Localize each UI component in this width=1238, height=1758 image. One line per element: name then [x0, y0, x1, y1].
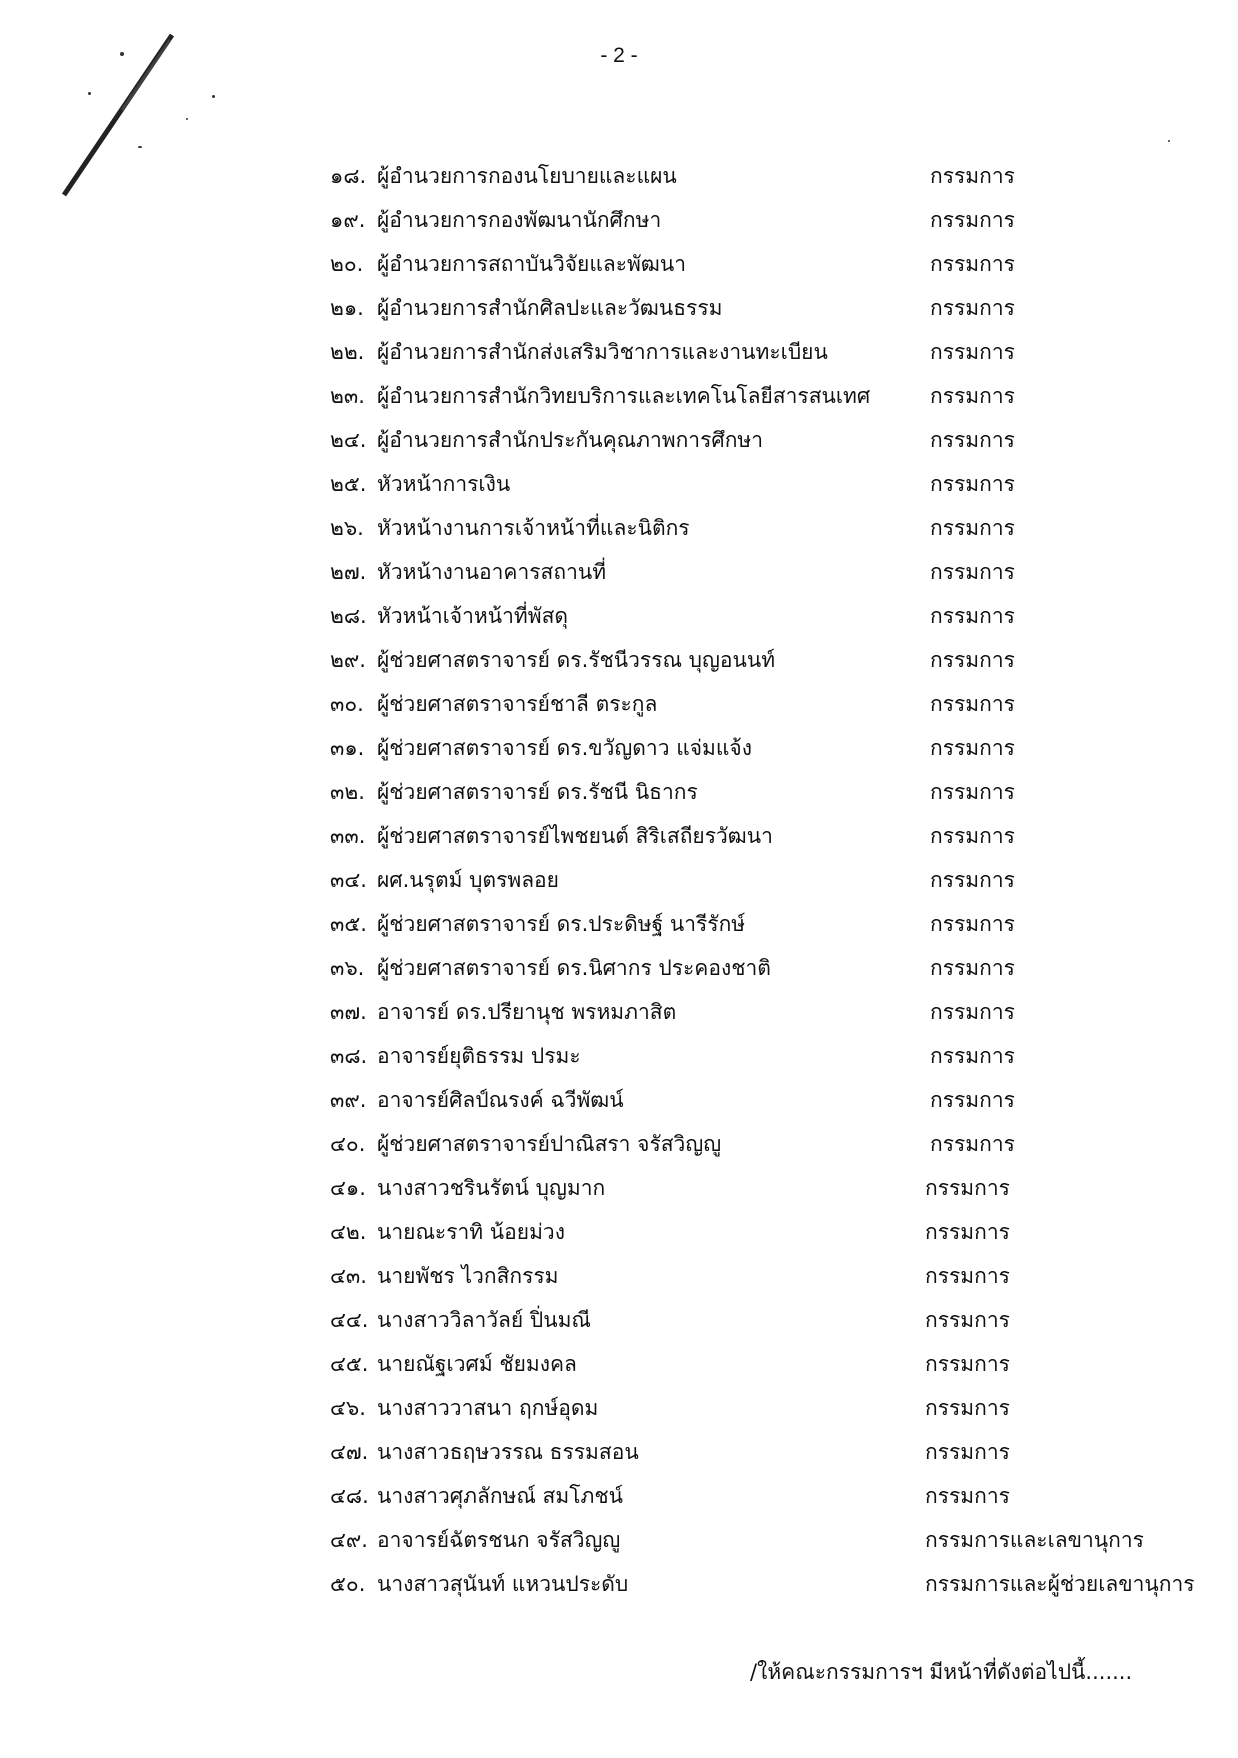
- member-role: กรรมการ: [930, 384, 1015, 408]
- member-name: หัวหน้าการเงิน: [377, 472, 511, 496]
- member-role: กรรมการ: [930, 560, 1015, 584]
- item-number: ๓๖.: [330, 956, 365, 980]
- member-name: หัวหน้างานอาคารสถานที่: [377, 560, 607, 584]
- item-number: ๓๙.: [330, 1088, 367, 1112]
- member-role: กรรมการ: [930, 472, 1015, 496]
- member-name: นางสาวธฤษวรรณ ธรรมสอน: [377, 1440, 639, 1464]
- member-role: กรรมการ: [930, 736, 1015, 760]
- list-item: [0, 290, 1238, 334]
- member-name: ผู้อำนวยการสำนักส่งเสริมวิชาการและงานทะเบียน: [377, 340, 828, 364]
- item-number: ๓๐.: [330, 692, 364, 716]
- list-item: [0, 1390, 1238, 1434]
- member-role: กรรมการ: [930, 692, 1015, 716]
- member-name: นายพัชร ไวกสิกรรม: [377, 1264, 559, 1288]
- item-number: ๓๒.: [330, 780, 365, 804]
- continuation-note: /ให้คณะกรรมการฯ มีหน้าที่ดังต่อไปนี้.......: [750, 1660, 1133, 1684]
- scan-speck: [212, 95, 215, 98]
- item-number: ๕๐.: [330, 1572, 366, 1596]
- member-role: กรรมการ: [930, 604, 1015, 628]
- member-role: กรรมการ: [930, 648, 1015, 672]
- member-name: ผู้ช่วยศาสตราจารย์ชาลี ตระกูล: [377, 692, 658, 716]
- list-item: [0, 1258, 1238, 1302]
- item-number: ๔๔.: [330, 1308, 369, 1332]
- member-name: หัวหน้าเจ้าหน้าที่พัสดุ: [377, 604, 569, 628]
- scan-speck: [88, 92, 91, 95]
- item-number: ๓๑.: [330, 736, 365, 760]
- member-name: ผู้อำนวยการกองพัฒนานักศึกษา: [377, 208, 662, 232]
- member-name: นางสาววิลาวัลย์ ปิ่นมณี: [377, 1308, 591, 1332]
- member-name: อาจารย์ ดร.ปรียานุช พรหมภาสิต: [377, 1000, 677, 1024]
- committee-member-list: [0, 158, 1238, 1610]
- list-item: [0, 1170, 1238, 1214]
- item-number: ๔๖.: [330, 1396, 366, 1420]
- item-number: ๑๘.: [330, 164, 367, 188]
- member-name: อาจารย์ฉัตรชนก จรัสวิญญู: [377, 1528, 621, 1552]
- item-number: ๓๔.: [330, 868, 367, 892]
- list-item: [0, 862, 1238, 906]
- list-item: [0, 774, 1238, 818]
- member-name: หัวหน้างานการเจ้าหน้าที่และนิติกร: [377, 516, 690, 540]
- member-name: ผู้ช่วยศาสตราจารย์ ดร.ขวัญดาว แจ่มแจ้ง: [377, 736, 752, 760]
- list-item: [0, 1522, 1238, 1566]
- member-role: กรรมการ: [930, 252, 1015, 276]
- item-number: ๒๙.: [330, 648, 366, 672]
- list-item: [0, 818, 1238, 862]
- item-number: ๔๕.: [330, 1352, 369, 1376]
- member-name: ผู้ช่วยศาสตราจารย์ปาณิสรา จรัสวิญญู: [377, 1132, 722, 1156]
- member-name: ผู้ช่วยศาสตราจารย์ ดร.รัชนี นิธากร: [377, 780, 698, 804]
- member-role: กรรมการ: [930, 868, 1015, 892]
- item-number: ๒๕.: [330, 472, 367, 496]
- member-role: กรรมการ: [925, 1396, 1010, 1420]
- member-role: กรรมการ: [925, 1484, 1010, 1508]
- member-name: นางสาวสุนันท์ แหวนประดับ: [377, 1572, 629, 1596]
- member-role: กรรมการ: [925, 1308, 1010, 1332]
- member-name: นางสาวชรินรัตน์ บุญมาก: [377, 1176, 606, 1200]
- member-role: กรรมการ: [925, 1220, 1010, 1244]
- item-number: ๒๒.: [330, 340, 365, 364]
- list-item: [0, 1434, 1238, 1478]
- list-item: [0, 730, 1238, 774]
- member-role: กรรมการ: [930, 208, 1015, 232]
- item-number: ๒๘.: [330, 604, 367, 628]
- item-number: ๔๗.: [330, 1440, 369, 1464]
- list-item: [0, 1566, 1238, 1610]
- member-name: ผู้อำนวยการกองนโยบายและแผน: [377, 164, 677, 188]
- page-number: - 2 -: [600, 44, 638, 67]
- member-name: ผู้ช่วยศาสตราจารย์ ดร.ประดิษฐ์ นารีรักษ์: [377, 912, 746, 936]
- list-item: [0, 686, 1238, 730]
- member-role: กรรมการ: [930, 1088, 1015, 1112]
- item-number: ๓๓.: [330, 824, 366, 848]
- list-item: [0, 1214, 1238, 1258]
- member-role: กรรมการ: [925, 1352, 1010, 1376]
- member-role: กรรมการ: [930, 516, 1015, 540]
- item-number: ๔๘.: [330, 1484, 369, 1508]
- list-item: [0, 378, 1238, 422]
- list-item: [0, 1082, 1238, 1126]
- item-number: ๒๑.: [330, 296, 364, 320]
- member-role: กรรมการ: [925, 1264, 1010, 1288]
- list-item: [0, 1346, 1238, 1390]
- member-name: ผศ.นรุตม์ บุตรพลอย: [377, 868, 559, 892]
- list-item: [0, 246, 1238, 290]
- list-item: [0, 598, 1238, 642]
- member-name: ผู้อำนวยการสถาบันวิจัยและพัฒนา: [377, 252, 687, 276]
- list-item: [0, 1478, 1238, 1522]
- item-number: ๒๐.: [330, 252, 364, 276]
- item-number: ๓๘.: [330, 1044, 368, 1068]
- list-item: [0, 994, 1238, 1038]
- scan-speck: [186, 118, 188, 120]
- member-name: นางสาววาสนา ฤกษ์อุดม: [377, 1396, 599, 1420]
- item-number: ๓๕.: [330, 912, 367, 936]
- member-name: อาจารย์ยุติธรรม ปรมะ: [377, 1044, 581, 1068]
- item-number: ๔๙.: [330, 1528, 368, 1552]
- member-role: กรรมการ: [930, 340, 1015, 364]
- item-number: ๒๓.: [330, 384, 365, 408]
- member-name: ผู้ช่วยศาสตราจารย์ ดร.รัชนีวรรณ บุญอนนท์: [377, 648, 776, 672]
- list-item: [0, 642, 1238, 686]
- member-role: กรรมการ: [930, 1000, 1015, 1024]
- item-number: ๒๗.: [330, 560, 367, 584]
- list-item: [0, 202, 1238, 246]
- member-role: กรรมการ: [930, 824, 1015, 848]
- list-item: [0, 1038, 1238, 1082]
- member-role: กรรมการ: [930, 1044, 1015, 1068]
- scan-speck: [1168, 140, 1170, 142]
- item-number: ๔๓.: [330, 1264, 367, 1288]
- item-number: ๒๔.: [330, 428, 367, 452]
- member-role: กรรมการ: [930, 1132, 1015, 1156]
- list-item: [0, 1302, 1238, 1346]
- list-item: [0, 554, 1238, 598]
- member-name: นายณะราทิ น้อยม่วง: [377, 1220, 565, 1244]
- member-role: กรรมการ: [925, 1176, 1010, 1200]
- member-role: กรรมการและเลขานุการ: [925, 1528, 1144, 1552]
- member-role: กรรมการ: [925, 1440, 1010, 1464]
- list-item: [0, 950, 1238, 994]
- list-item: [0, 1126, 1238, 1170]
- member-name: นางสาวศุภลักษณ์ สมโภชน์: [377, 1484, 623, 1508]
- member-name: ผู้อำนวยการสำนักวิทยบริการและเทคโนโลยีสารสนเทศ: [377, 384, 871, 408]
- item-number: ๒๖.: [330, 516, 364, 540]
- item-number: ๑๙.: [330, 208, 366, 232]
- member-name: ผู้ช่วยศาสตราจารย์ไพชยนต์ สิริเสถียรวัฒนา: [377, 824, 773, 848]
- item-number: ๔๒.: [330, 1220, 367, 1244]
- member-name: นายณัฐเวศม์ ชัยมงคล: [377, 1352, 577, 1376]
- member-role: กรรมการ: [930, 956, 1015, 980]
- member-role: กรรมการ: [930, 428, 1015, 452]
- member-role: กรรมการ: [930, 296, 1015, 320]
- list-item: [0, 334, 1238, 378]
- member-name: ผู้อำนวยการสำนักประกันคุณภาพการศึกษา: [377, 428, 764, 452]
- list-item: [0, 906, 1238, 950]
- member-name: ผู้อำนวยการสำนักศิลปะและวัฒนธรรม: [377, 296, 723, 320]
- list-item: [0, 466, 1238, 510]
- list-item: [0, 510, 1238, 554]
- member-role: กรรมการ: [930, 912, 1015, 936]
- scan-speck: [138, 146, 142, 148]
- list-item: [0, 422, 1238, 466]
- item-number: ๔๑.: [330, 1176, 366, 1200]
- member-name: อาจารย์ศิลป์ณรงค์ ฉวีพัฒน์: [377, 1088, 624, 1112]
- list-item: [0, 158, 1238, 202]
- member-role: กรรมการและผู้ช่วยเลขานุการ: [925, 1572, 1195, 1596]
- member-role: กรรมการ: [930, 780, 1015, 804]
- member-role: กรรมการ: [930, 164, 1015, 188]
- item-number: ๔๐.: [330, 1132, 366, 1156]
- member-name: ผู้ช่วยศาสตราจารย์ ดร.นิศากร ประคองชาติ: [377, 956, 771, 980]
- item-number: ๓๗.: [330, 1000, 367, 1024]
